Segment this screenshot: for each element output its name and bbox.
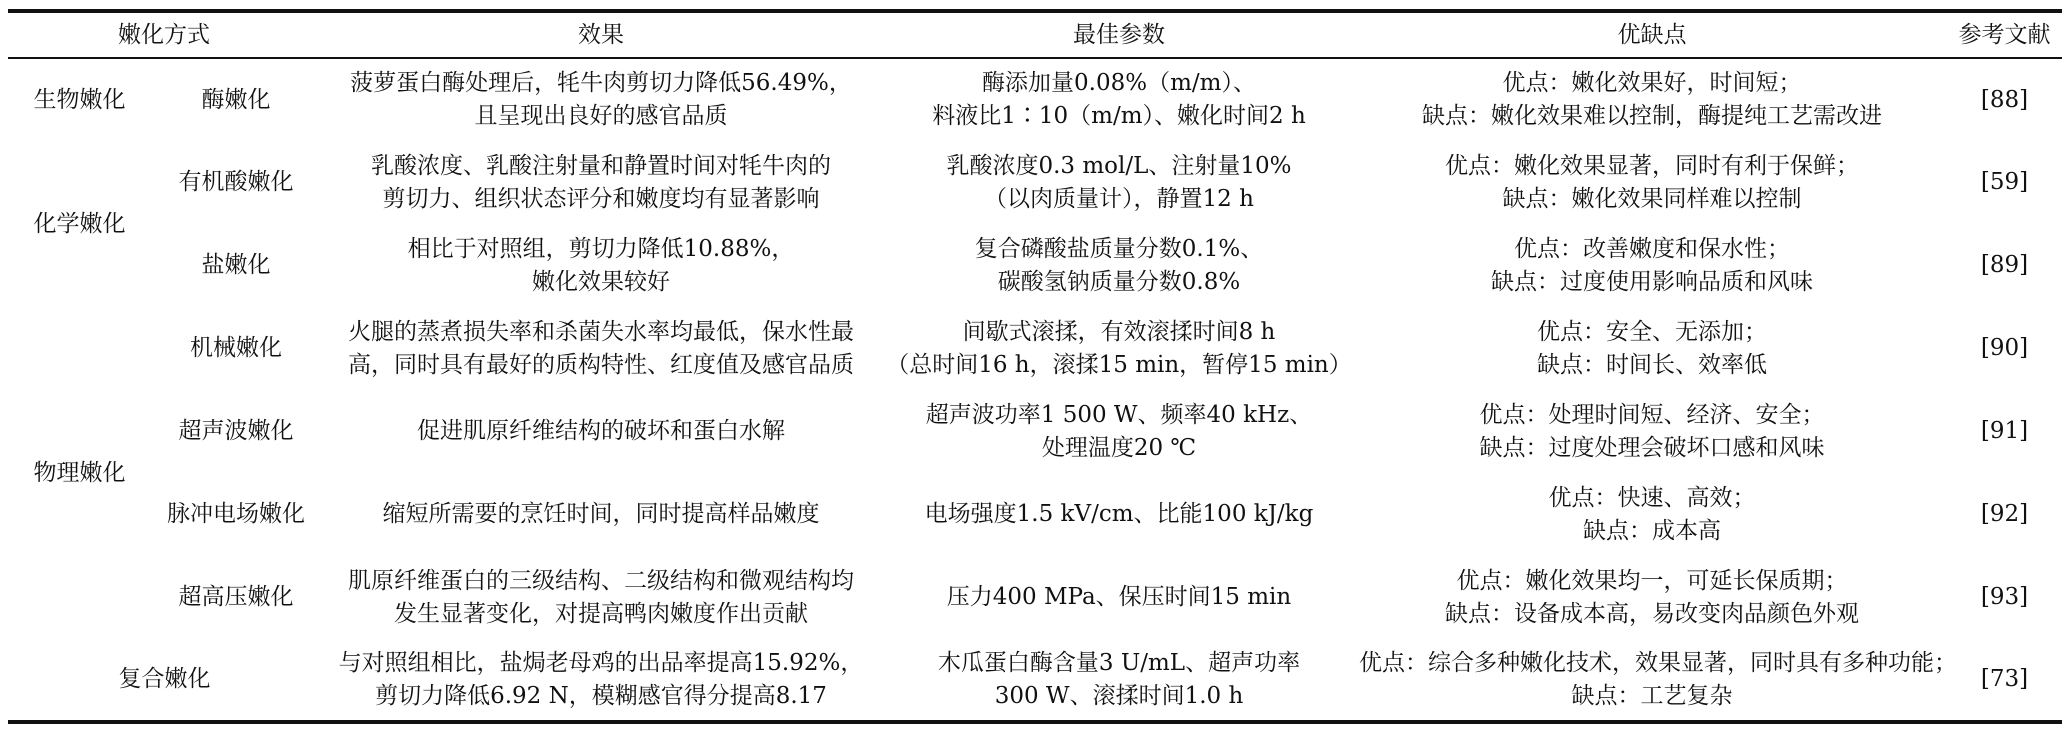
pros-cons-cell	[1357, 556, 1947, 639]
text-line: 超声波功率1 500 W、频率40 kHz、	[925, 401, 1313, 428]
group-bio: 生物嫩化	[33, 86, 126, 113]
text-line: 酶添加量0.08%（m/m）、	[982, 70, 1256, 96]
effect-cell	[321, 307, 881, 390]
ref-cell: [92]	[1980, 501, 2029, 527]
params-cell	[881, 224, 1357, 307]
group-comp: 复合嫩化	[8, 639, 321, 722]
group-chem: 化学嫩化	[33, 210, 126, 237]
text-line: 且呈现出良好的感官品质	[474, 103, 728, 129]
text-line: 缺点：成本高	[1583, 517, 1721, 544]
group-phys: 物理嫩化	[33, 459, 126, 486]
text-line: 优点：综合多种嫩化技术，效果显著，同时具有多种功能；	[1359, 649, 1957, 676]
text-line: 优点：处理时间短、经济、安全；	[1479, 401, 1825, 428]
pros-cons-cell	[1357, 639, 1957, 722]
effect-cell	[321, 390, 881, 473]
params-cell	[881, 307, 1357, 390]
text-line: 优点：改善嫩度和保水性；	[1514, 235, 1790, 262]
effect-cell	[321, 141, 881, 224]
table-row	[8, 473, 2062, 556]
text-line: 优点：嫩化效果显著，同时有利于保鲜；	[1445, 152, 1859, 179]
header-params: 最佳参数	[881, 11, 1357, 58]
text-line: 木瓜蛋白酶含量3 U/mL、超声功率	[937, 649, 1301, 676]
table-row	[8, 307, 2062, 390]
text-line: 缺点：设备成本高，易改变肉品颜色外观	[1445, 600, 1859, 627]
text-line: 优点：嫩化效果好，时间短；	[1502, 70, 1802, 96]
text-line: 剪切力降低6.92 N，模糊感官得分提高8.17	[375, 682, 827, 709]
effect-cell	[321, 473, 881, 556]
ref-cell: [73]	[1947, 639, 2062, 722]
text-line: 优点：嫩化效果均一，可延长保质期；	[1456, 567, 1848, 594]
text-line: 缺点：嫩化效果难以控制，酶提纯工艺需改进	[1422, 103, 1882, 129]
pros-cons-cell	[1357, 141, 1947, 224]
sub-method: 盐嫩化	[201, 252, 271, 278]
header-pros-cons: 优缺点	[1357, 11, 1947, 58]
params-cell	[881, 473, 1357, 556]
header-method: 嫩化方式	[8, 11, 321, 58]
text-line: 压力400 MPa、保压时间15 min	[946, 584, 1292, 610]
text-line: 缺点：过度使用影响品质和风味	[1491, 268, 1813, 295]
table-row	[8, 224, 2062, 307]
sub-method: 脉冲电场嫩化	[167, 501, 305, 527]
ref-cell: [91]	[1980, 418, 2029, 444]
sub-method: 机械嫩化	[190, 335, 282, 361]
text-line: 菠萝蛋白酶处理后，牦牛肉剪切力降低56.49%，	[350, 70, 852, 96]
params-cell	[881, 141, 1357, 224]
header-ref: 参考文献	[1947, 11, 2062, 58]
text-line: 处理温度20 ℃	[1041, 434, 1197, 461]
document-page	[8, 9, 2062, 723]
text-line: 嫩化效果较好	[532, 268, 670, 295]
sub-method: 酶嫩化	[201, 86, 271, 113]
text-line: 肌原纤维蛋白的三级结构、二级结构和微观结构均	[348, 567, 854, 594]
table-row	[8, 58, 2062, 141]
text-line: 发生显著变化，对提高鸭肉嫩度作出贡献	[394, 600, 808, 627]
text-line: 缺点：时间长、效率低	[1537, 351, 1767, 378]
table-header-row	[8, 11, 2062, 58]
effect-cell	[321, 639, 881, 722]
pros-cons-cell	[1357, 224, 1947, 307]
table-row	[8, 639, 2062, 722]
text-line: 间歇式滚揉，有效滚揉时间8 h	[962, 318, 1276, 345]
params-cell	[881, 58, 1357, 141]
pros-cons-cell	[1357, 58, 1947, 141]
effect-cell	[321, 224, 881, 307]
ref-cell: [89]	[1980, 252, 2029, 278]
text-line: 剪切力、组织状态评分和嫩度均有显著影响	[382, 185, 820, 212]
ref-cell: [93]	[1980, 584, 2029, 610]
ref-cell: [88]	[1980, 86, 2029, 113]
text-line: 优点：安全、无添加；	[1537, 318, 1767, 345]
sub-method: 有机酸嫩化	[178, 169, 294, 195]
text-line: 缺点：嫩化效果同样难以控制	[1502, 185, 1802, 212]
text-line: 相比于对照组，剪切力降低10.88%，	[407, 235, 795, 262]
text-line: 300 W、滚揉时间1.0 h	[994, 682, 1244, 709]
header-effect: 效果	[321, 11, 881, 58]
table-row	[8, 556, 2062, 639]
params-cell	[881, 639, 1357, 722]
text-line: 缩短所需要的烹饪时间，同时提高样品嫩度	[382, 501, 820, 527]
text-line: 促进肌原纤维结构的破坏和蛋白水解	[417, 418, 785, 444]
text-line: 缺点：工艺复杂	[1571, 682, 1733, 709]
effect-cell	[321, 58, 881, 141]
text-line: （总时间16 h，滚揉15 min，暂停15 min）	[886, 351, 1352, 378]
sub-method: 超高压嫩化	[178, 584, 294, 610]
table-row	[8, 141, 2062, 224]
tenderization-methods-table	[8, 9, 2062, 724]
text-line: 乳酸浓度0.3 mol/L、注射量10%	[946, 152, 1292, 179]
params-cell	[881, 390, 1357, 473]
table-row	[8, 390, 2062, 473]
effect-cell	[321, 556, 881, 639]
text-line: 缺点：过度处理会破坏口感和风味	[1479, 434, 1825, 461]
text-line: 碳酸氢钠质量分数0.8%	[997, 268, 1241, 295]
ref-cell: [59]	[1980, 169, 2029, 195]
text-line: 与对照组相比，盐焗老母鸡的出品率提高15.92%，	[338, 649, 864, 676]
ref-cell: [90]	[1980, 335, 2029, 361]
pros-cons-cell	[1357, 307, 1947, 390]
text-line: 电场强度1.5 kV/cm、比能100 kJ/kg	[924, 501, 1314, 527]
text-line: 火腿的蒸煮损失率和杀菌失水率均最低，保水性最	[348, 318, 854, 345]
text-line: （以肉质量计），静置12 h	[984, 185, 1254, 212]
params-cell	[881, 556, 1357, 639]
text-line: 复合磷酸盐质量分数0.1%、	[974, 235, 1264, 262]
text-line: 料液比1∶10（m/m）、嫩化时间2 h	[932, 103, 1306, 129]
text-line: 乳酸浓度、乳酸注射量和静置时间对牦牛肉的	[371, 152, 831, 179]
text-line: 优点：快速、高效；	[1548, 484, 1756, 511]
sub-method: 超声波嫩化	[178, 418, 294, 444]
pros-cons-cell	[1357, 390, 1947, 473]
text-line: 高，同时具有最好的质构特性、红度值及感官品质	[348, 351, 854, 378]
pros-cons-cell	[1357, 473, 1947, 556]
